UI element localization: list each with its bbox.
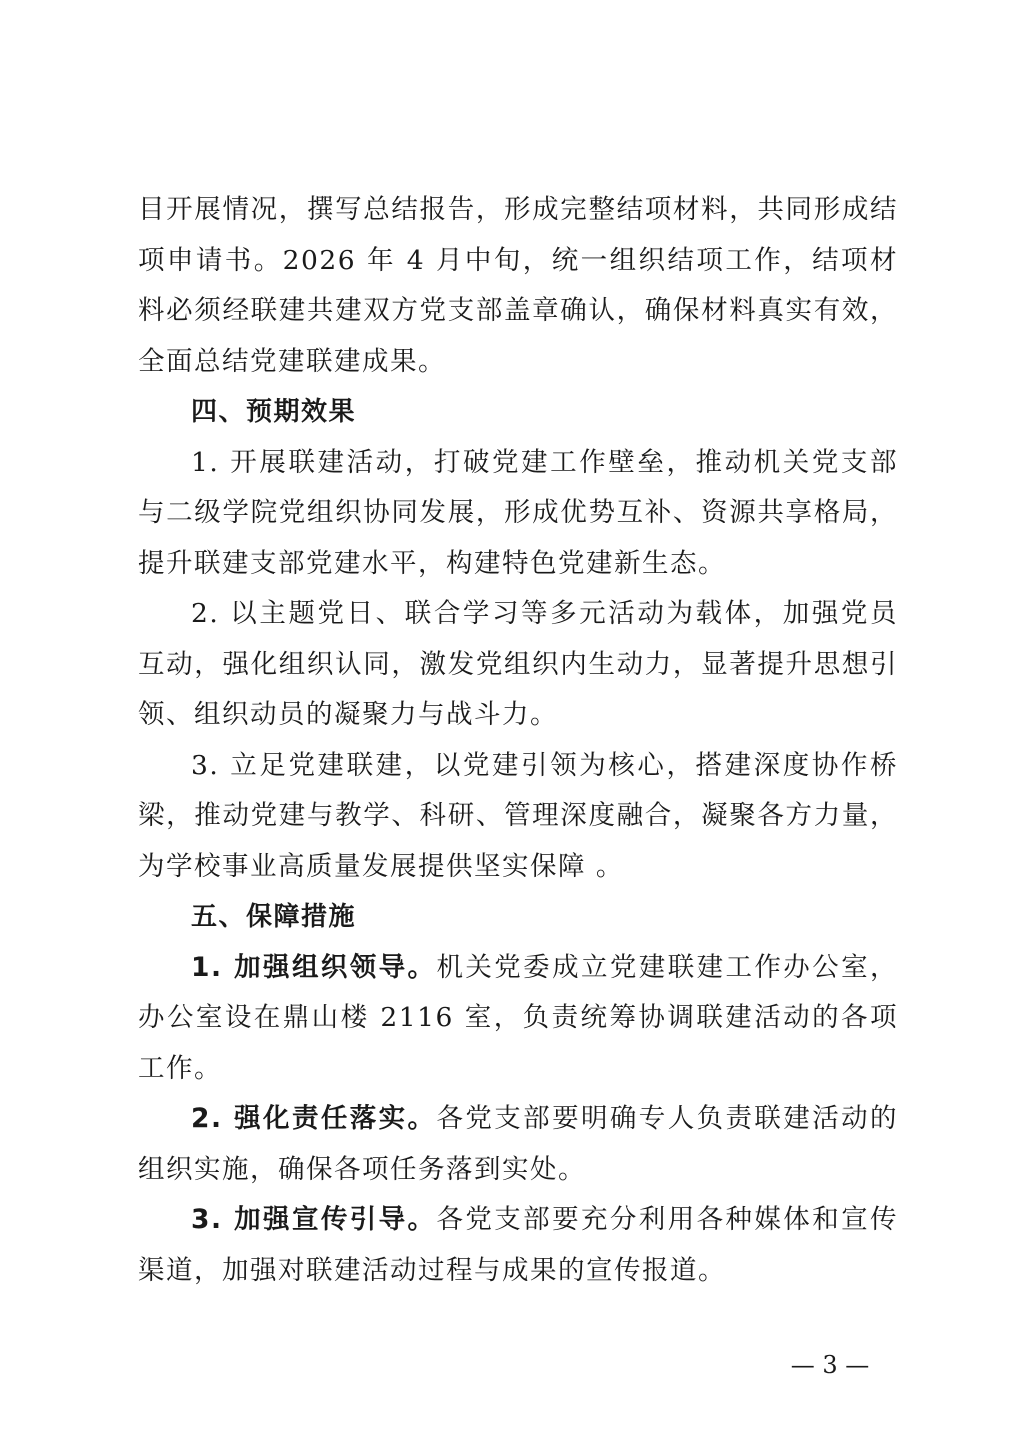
paragraph-safeguard-1 — [138, 943, 898, 1095]
paragraph-expected-result-1: 1. 开展联建活动，打破党建工作壁垒，推动机关党支部与二级学院党组织协同发展，形成优势互补、资源共享格局，提升联建支部党建水平，构建特色党建新生态。 — [138, 446, 898, 579]
paragraph-continued: 目开展情况，撰写总结报告，形成完整结项材料，共同形成结项申请书。2026 年 4 月中旬，统一组织结项工作，结项材料必须经联建共建双方党支部盖章确认，确保材料真实有效，全面总结党建联建成果。 — [138, 194, 898, 377]
section-heading-safeguard-measures: 五、保障措施 — [191, 902, 357, 932]
safeguard-3-lead: 3. 加强宣传引导。 — [191, 1204, 437, 1235]
paragraph-safeguard-3 — [138, 1195, 898, 1296]
section-heading-expected-results: 四、预期效果 — [191, 397, 357, 427]
page-number: — 3 — — [790, 1351, 870, 1379]
paragraph-safeguard-2 — [138, 1094, 898, 1195]
safeguard-2-lead: 2. 强化责任落实。 — [191, 1103, 437, 1134]
safeguard-1-text: 机关党委成立党建联建工作办公室，办公室设在鼎山楼 2116 室，负责统筹协调联建活动的各项工作。 — [138, 951, 899, 1084]
safeguard-2-text: 各党支部要明确专人负责联建活动的组织实施，确保各项任务落到实处。 — [138, 1103, 899, 1185]
document-body — [138, 185, 898, 1296]
safeguard-1-lead: 1. 加强组织领导。 — [191, 951, 437, 983]
paragraph-expected-result-3: 3. 立足党建联建，以党建引领为核心，搭建深度协作桥梁，推动党建与教学、科研、管理深度融合，凝聚各方力量，为学校事业高质量发展提供坚实保障 。 — [138, 749, 898, 882]
paragraph-expected-result-2: 2. 以主题党日、联合学习等多元活动为载体，加强党员互动，强化组织认同，激发党组织内生动力，显著提升思想引领、组织动员的凝聚力与战斗力。 — [138, 598, 898, 730]
safeguard-3-text: 各党支部要充分利用各种媒体和宣传渠道，加强对联建活动过程与成果的宣传报道。 — [138, 1204, 899, 1286]
